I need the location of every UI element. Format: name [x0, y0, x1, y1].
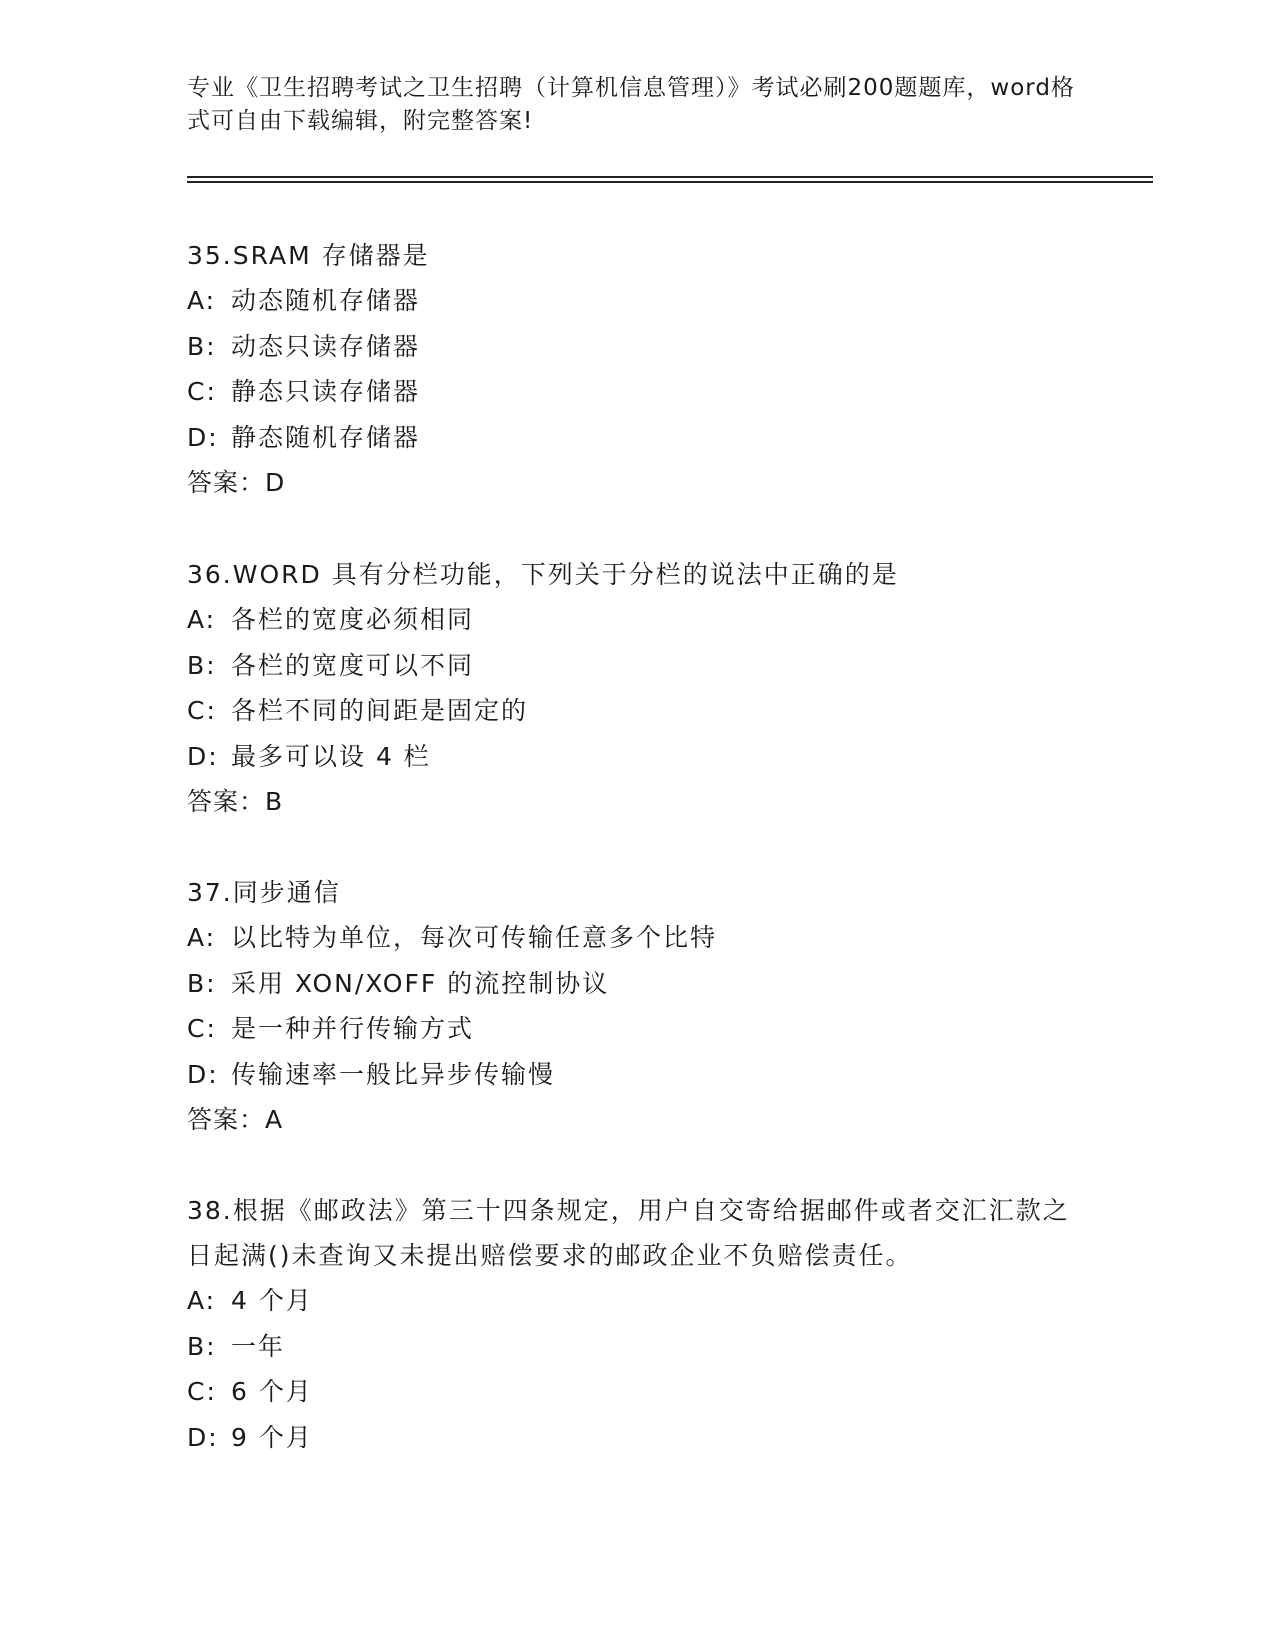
option-a [187, 278, 1087, 324]
option-c [187, 688, 1087, 734]
answer-line: 答案：B [187, 787, 284, 816]
option-letter: D: [187, 1059, 219, 1089]
option-d [187, 1052, 1087, 1098]
option-text: 最多可以设 4 栏 [231, 741, 431, 771]
option-c [187, 1006, 1087, 1052]
option-letter: B: [187, 1331, 217, 1361]
option-letter: C: [187, 1377, 217, 1406]
option-letter: A: [187, 923, 217, 952]
option-d [187, 415, 1087, 461]
option-letter: A: [187, 286, 217, 315]
option-letter: C: [187, 377, 217, 406]
option-a [187, 597, 1087, 643]
option-text: 静态只读存储器 [231, 377, 421, 406]
option-letter: D: [187, 741, 219, 771]
question-37 [187, 870, 1087, 1142]
option-b [187, 1324, 1087, 1370]
option-text: 各栏的宽度必须相同 [231, 605, 475, 634]
question-36 [187, 552, 1087, 824]
question-38 [187, 1188, 1087, 1460]
option-c [187, 1369, 1087, 1415]
option-letter: B: [187, 331, 217, 361]
question-35 [187, 233, 1087, 505]
option-b [187, 324, 1087, 370]
header-rule-top [187, 176, 1153, 178]
option-letter: A: [187, 1286, 217, 1315]
option-text: 静态随机存储器 [231, 422, 421, 452]
option-letter: C: [187, 1014, 217, 1043]
option-text: 各栏的宽度可以不同 [231, 650, 475, 680]
question-stem: 38.根据《邮政法》第三十四条规定，用户自交寄给据邮件或者交汇汇款之日起满()未查询又未提出赔偿要求的邮政企业不负赔偿责任。 [187, 1196, 1070, 1270]
option-text: 传输速率一般比异步传输慢 [231, 1059, 556, 1089]
option-text: 6 个月 [231, 1377, 313, 1406]
option-text: 4 个月 [231, 1286, 313, 1315]
option-text: 以比特为单位，每次可传输任意多个比特 [231, 923, 718, 952]
option-letter: D: [187, 422, 219, 452]
answer-line: 答案：A [187, 1105, 284, 1134]
option-letter: A: [187, 605, 217, 634]
option-text: 是一种并行传输方式 [231, 1014, 475, 1043]
answer-line: 答案：D [187, 468, 286, 497]
option-letter: B: [187, 650, 217, 680]
option-letter: C: [187, 696, 217, 725]
question-stem: 37.同步通信 [187, 878, 341, 907]
option-text: 一年 [231, 1331, 286, 1361]
option-b [187, 643, 1087, 689]
option-text: 各栏不同的间距是固定的 [231, 696, 529, 725]
option-c [187, 369, 1087, 415]
question-stem: 36.WORD 具有分栏功能，下列关于分栏的说法中正确的是 [187, 560, 899, 589]
option-b [187, 961, 1087, 1007]
document-header: 专业《卫生招聘考试之卫生招聘（计算机信息管理）》考试必刷200题题库，word格式可自由下载编辑，附完整答案! [187, 75, 1075, 134]
question-stem: 35.SRAM 存储器是 [187, 241, 430, 270]
option-text: 动态只读存储器 [231, 331, 421, 361]
option-d [187, 734, 1087, 780]
option-a [187, 915, 1087, 961]
header-rule-bottom [187, 181, 1153, 183]
option-letter: B: [187, 968, 217, 998]
option-text: 9 个月 [231, 1422, 313, 1452]
option-text: 动态随机存储器 [231, 286, 421, 315]
option-letter: D: [187, 1422, 219, 1452]
option-d [187, 1415, 1087, 1461]
option-text: 采用 XON/XOFF 的流控制协议 [231, 968, 610, 998]
option-a [187, 1278, 1087, 1324]
